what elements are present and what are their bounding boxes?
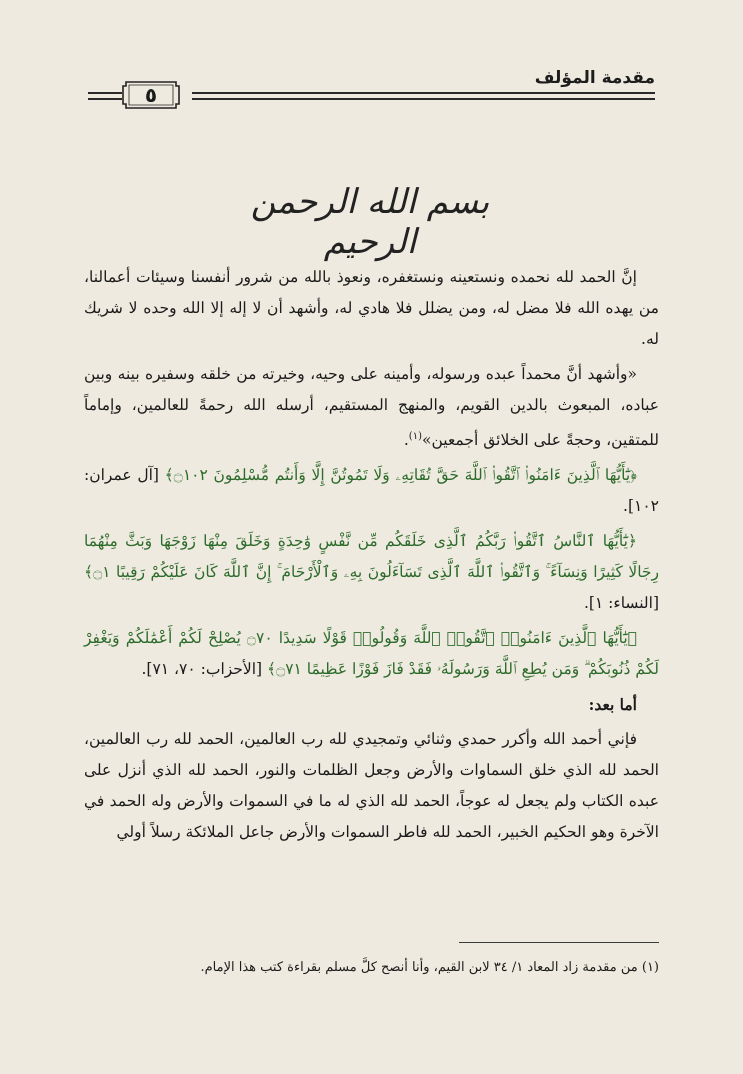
header-rule [192,92,655,94]
footnote [84,954,659,981]
footnote-marker[interactable]: (١) [408,431,422,442]
paragraph-testimony [84,359,659,456]
ayah-text: ﴿يَٰٓأَيُّهَا ٱلَّذِينَ ءَامَنُوا۟ ٱتَّقُوا۟ ٱللَّهَ وَقُولُوا۟ قَوْلًا سَدِيدًا ۝٧٠ يُصْلِحْ لَكُمْ أَعْمَٰلَكُمْ وَيَغْفِرْ لَكُمْ ذُنُوبَكُمْ ۗ وَمَن يُطِعِ ٱللَّهَ وَرَسُولَهُۥ فَقَدْ فَازَ فَوْزًا عَظِيمًا ۝٧١﴾ [84,629,659,679]
footnote-separator [459,942,659,943]
section-heading: أما بعد: [588,695,637,715]
main-text [84,262,659,852]
header-rule-left [88,98,122,100]
quran-verse-3 [84,623,659,685]
testimony-end: . [403,431,409,450]
paragraph-opening: إنَّ الحمد لله نحمده ونستعينه ونستغفره، ونعوذ بالله من شرور أنفسنا وسيئات أعمالنا، من يهده الله فلا مضل له، ومن يضلل فلا هادي له، وأشهد أن لا إله إلا الله وحده لا شريك له. [84,268,659,348]
footnote-number: (١) [641,960,659,975]
header-rule-left [88,92,122,94]
quran-verse-2 [84,526,659,619]
header-rule [192,98,655,100]
basmala-calligraphy: بسم الله الرحمن الرحيم [250,182,490,262]
testimony-text: «وأشهد أنَّ محمداً عبده ورسوله، وأمينه على وحيه، وخيرته من خلقه وسفيره بينه وبين عباده، المبعوث بالدين القويم، والمنهج المستقيم، أرسله الله رحمةً للعالمين، وإماماً للمتقين، وحجةً على الخلائق أجمعين» [84,365,659,450]
quran-verse-1 [84,460,659,522]
ayah-text: ﴿يَٰٓأَيُّهَا ٱلنَّاسُ ٱتَّقُوا۟ رَبَّكُمُ ٱلَّذِى خَلَقَكُم مِّن نَّفْسٍ وَٰحِدَةٍ وَخَلَقَ مِنْهَا زَوْجَهَا وَبَثَّ مِنْهُمَا رِجَالًا كَثِيرًا وَنِسَآءً ۚ وَٱتَّقُوا۟ ٱللَّهَ ٱلَّذِى تَسَآءَلُونَ بِهِۦ وَٱلْأَرْحَامَ ۚ إِنَّ ٱللَّهَ كَانَ عَلَيْكُمْ رَقِيبًا ۝١﴾ [84,532,659,582]
chapter-title: مقدمة المؤلف [534,68,655,88]
ayah-reference: [النساء: ١]. [583,594,659,613]
ayah-reference: [الأحزاب: ٧٠، ٧١]. [141,660,263,679]
paragraph-praise: فإني أحمد الله وأكرر حمدي وثنائي وتمجيدي لله رب العالمين، الحمد لله رب العالمين، الحمد لله الذي خلق السماوات والأرض وجعل الظلمات والنور، الحمد لله الذي أنزل على عبده الكتاب ولم يجعل له عوجاً، الحمد لله الذي له ما في السموات والأرض وله الحمد في الآخرة وهو الحكيم الخبير، الحمد لله فاطر السموات والأرض جاعل الملائكة رسلاً أولي [84,730,659,842]
ayah-text: ﴿يَٰٓأَيُّهَا ٱلَّذِينَ ءَامَنُوا۟ ٱتَّقُوا۟ ٱللَّهَ حَقَّ تُقَاتِهِۦ وَلَا تَمُوتُنَّ إِلَّا وَأَنتُم مُّسْلِمُونَ ۝١٠٢﴾ [164,466,638,485]
page-number: ٥ [144,83,158,107]
ayah-reference: [آل عمران: ١٠٢]. [84,466,659,516]
footnote-text: من مقدمة زاد المعاد ١/ ٣٤ لابن القيم، وأنا أنصح كلَّ مسلم بقراءة كتب هذا الإمام. [200,960,638,975]
